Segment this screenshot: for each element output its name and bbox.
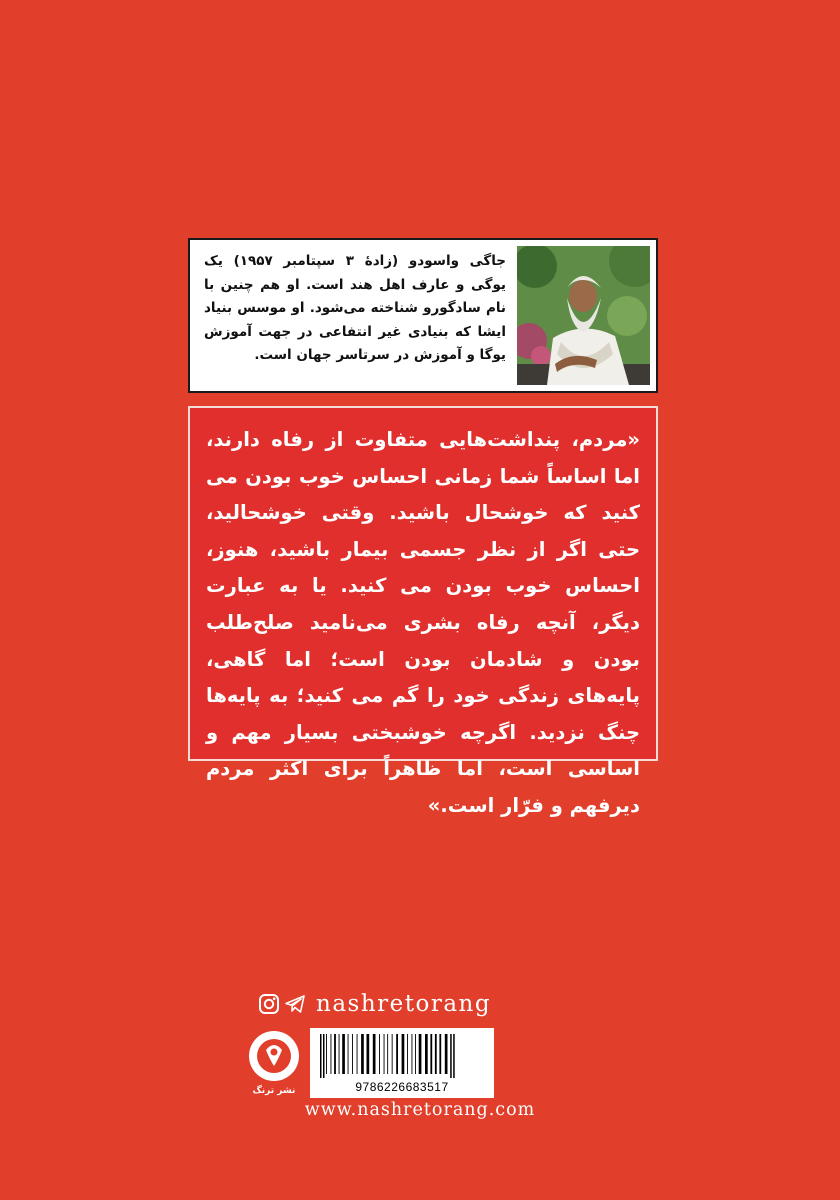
barcode-bar xyxy=(373,1034,376,1074)
barcode-bar xyxy=(367,1034,370,1074)
barcode-bar xyxy=(339,1034,340,1074)
barcode-bar xyxy=(415,1034,416,1074)
telegram-icon[interactable] xyxy=(284,993,306,1015)
publisher-logo-caption: نشر ترنگ xyxy=(252,1086,296,1096)
barcode-bar xyxy=(323,1034,325,1078)
barcode-bar xyxy=(379,1034,380,1074)
barcode-bar xyxy=(326,1034,327,1074)
barcode-bar xyxy=(407,1034,408,1074)
barcode-bar xyxy=(331,1034,332,1074)
author-bio-box xyxy=(188,238,658,393)
barcode-bar xyxy=(430,1034,432,1074)
barcode-bar xyxy=(342,1034,345,1074)
barcode-bar xyxy=(412,1034,413,1074)
isbn-barcode xyxy=(310,1028,494,1098)
barcode-bar xyxy=(334,1034,336,1074)
publisher-website[interactable]: www.nashretorang.com xyxy=(304,1100,536,1120)
barcode-bar xyxy=(392,1034,393,1074)
barcode-bar xyxy=(348,1034,349,1074)
barcode-bar xyxy=(384,1034,385,1074)
isbn-number: 9786226683517 xyxy=(355,1080,449,1094)
author-photo xyxy=(517,246,650,385)
barcode-bar xyxy=(445,1034,448,1074)
instagram-icon[interactable] xyxy=(258,993,280,1015)
publisher-logo xyxy=(244,1028,304,1098)
barcode-bar xyxy=(320,1034,322,1078)
barcode-bar xyxy=(396,1034,398,1074)
barcode-bar xyxy=(387,1034,388,1074)
author-bio-text: جاگی واسودو (زادهٔ ۳ سپتامبر ۱۹۵۷) یک یوگی و عارف اهل هند است. او هم چنین با نام سادگورو شناخته می‌شود. او موسس بنیاد ایشا که بنیادی غیر انتفاعی در جهت آموزش یوگا و آموزش در سرتاسر جهان است. xyxy=(204,253,506,364)
barcode-bar xyxy=(450,1034,452,1078)
barcode-bar xyxy=(425,1034,428,1074)
barcode-bar xyxy=(352,1034,353,1074)
quote-box xyxy=(188,406,658,817)
barcode-bar xyxy=(439,1034,441,1074)
barcode-bar xyxy=(435,1034,437,1074)
barcode-bar xyxy=(419,1034,422,1074)
barcode-bar xyxy=(361,1034,364,1074)
barcode-bar xyxy=(402,1034,405,1074)
publisher-logo-mark xyxy=(244,1028,304,1086)
publisher-handle[interactable]: nashretorang xyxy=(316,991,492,1017)
author-photo-illustration xyxy=(517,246,650,385)
social-row xyxy=(258,990,491,1018)
barcode-bars xyxy=(310,1028,494,1080)
barcode-bar xyxy=(453,1034,455,1078)
barcode-bar xyxy=(357,1034,358,1074)
quote-text: «مردم، پنداشت‌هایی متفاوت از رفاه دارند، اما اساساً شما زمانی احساس خوب بودن می کنید که خوشحال باشید. وقتی خوشحالید، حتی اگر از نظر جسمی بیمار باشید، هنوز، احساس خوب بودن می کنید. یا به عبارت دیگر، آنچه رفاه بشری می‌نامید صلح‌طلب بودن و شادمان بودن است؛ اما گاهی، پایه‌های زندگی خود را گم می کنید؛ به پایه‌ها چنگ نزدید. اگرچه خوشبختی بسیار مهم و اساسی است، اما ظاهراً برای اکثر مردم دیرفهم و فرّار است.» xyxy=(206,428,640,817)
